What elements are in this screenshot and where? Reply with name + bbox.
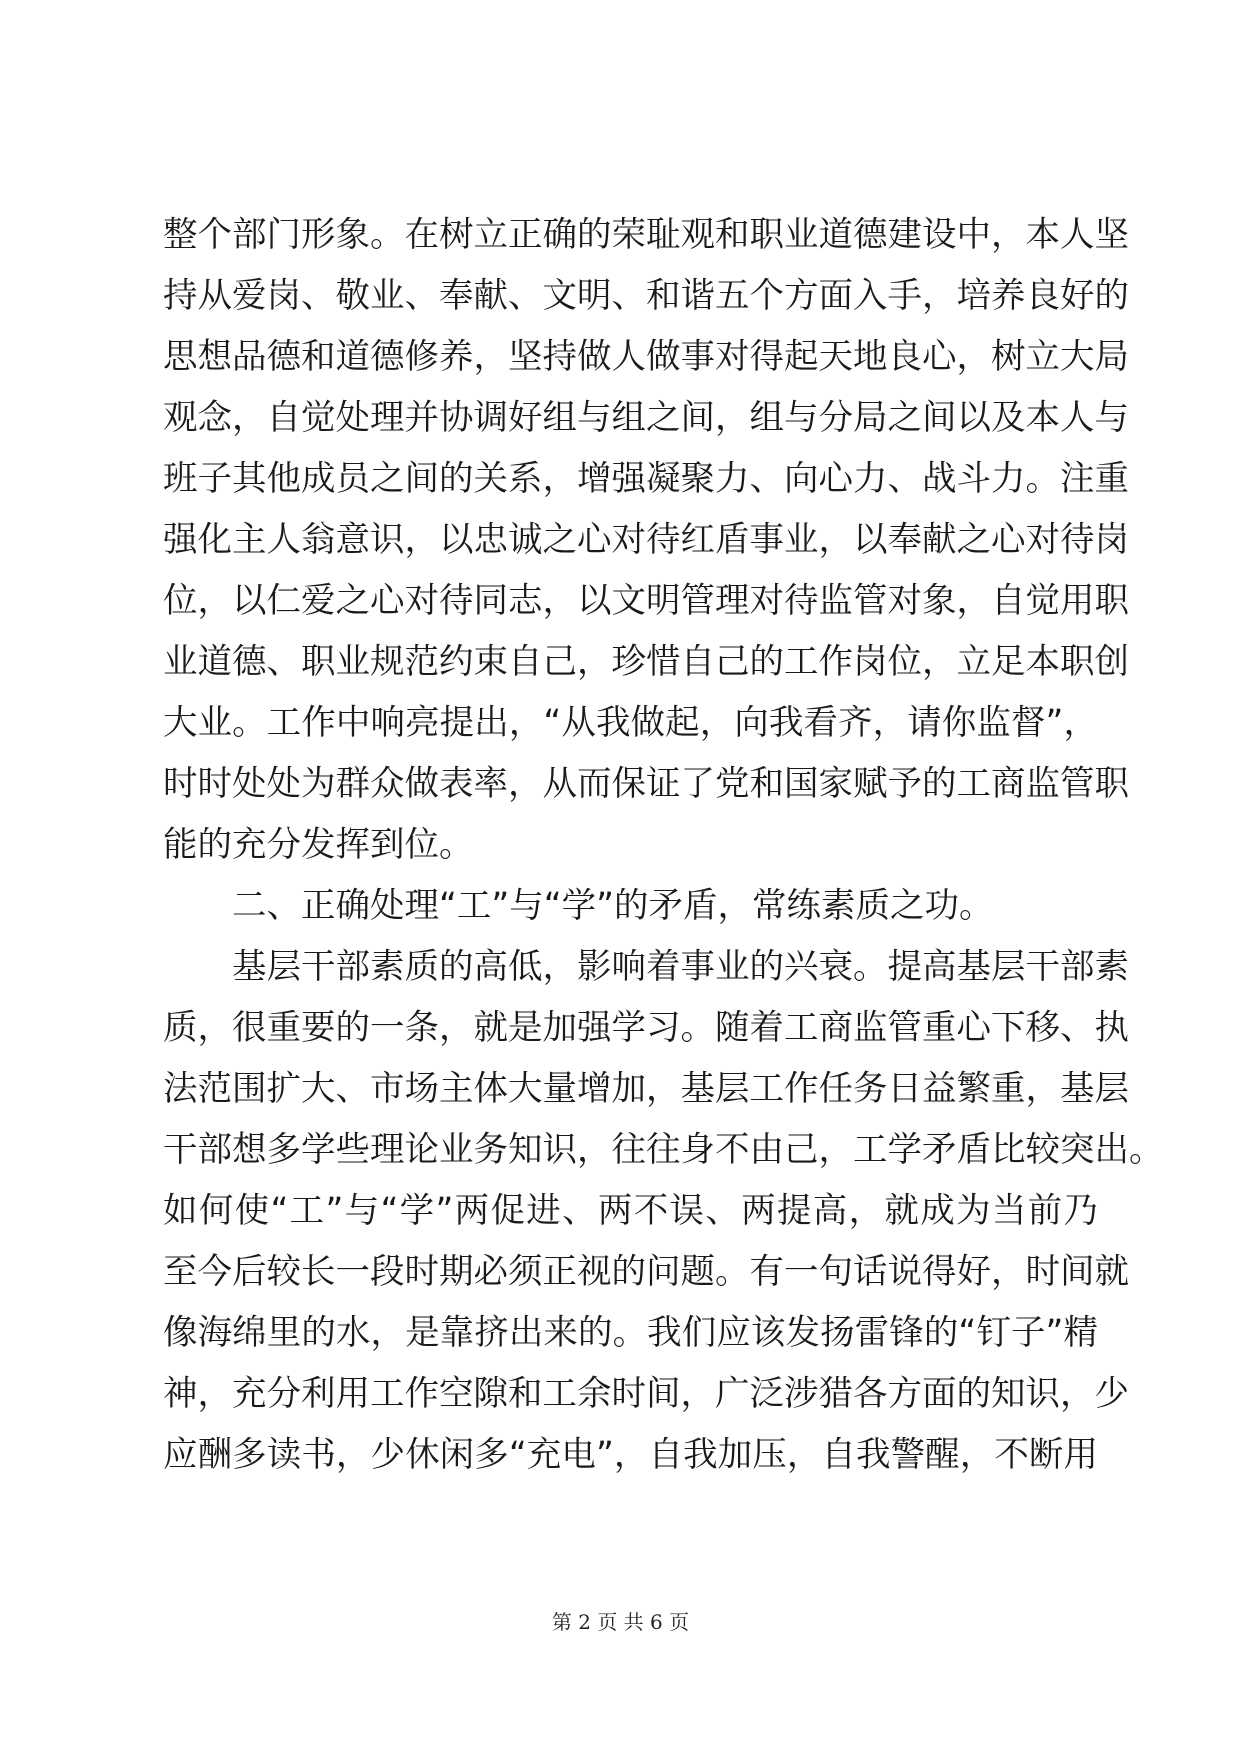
text-line: 法范围扩大、市场主体大量增加，基层工作任务日益繁重，基层 bbox=[163, 1069, 1129, 1109]
text-line: 思想品德和道德修养，坚持做人做事对得起天地良心，树立大局 bbox=[163, 337, 1129, 377]
text-line: 班子其他成员之间的关系，增强凝聚力、向心力、战斗力。注重 bbox=[163, 459, 1129, 499]
text-line: 位，以仁爱之心对待同志，以文明管理对待监管对象，自觉用职 bbox=[163, 581, 1129, 621]
text-line: 强化主人翁意识，以忠诚之心对待红盾事业，以奉献之心对待岗 bbox=[163, 520, 1129, 560]
text-line: 干部想多学些理论业务知识，往往身不由己，工学矛盾比较突出。 bbox=[163, 1130, 1164, 1170]
text-line: 像海绵里的水，是靠挤出来的。我们应该发扬雷锋的“钉子”精 bbox=[163, 1313, 1098, 1353]
text-line: 观念，自觉处理并协调好组与组之间，组与分局之间以及本人与 bbox=[163, 398, 1129, 438]
section-heading: 二、正确处理“工”与“学”的矛盾，常练素质之功。 bbox=[232, 886, 994, 926]
text-line: 质，很重要的一条，就是加强学习。随着工商监管重心下移、执 bbox=[163, 1008, 1129, 1048]
page-number-footer: 第 2 页 共 6 页 bbox=[551, 1610, 690, 1634]
text-line: 如何使“工”与“学”两促进、两不误、两提高，就成为当前乃 bbox=[163, 1191, 1098, 1231]
text-line: 基层干部素质的高低，影响着事业的兴衰。提高基层干部素 bbox=[232, 947, 1129, 987]
text-line: 持从爱岗、敬业、奉献、文明、和谐五个方面入手，培养良好的 bbox=[163, 276, 1129, 316]
text-line: 大业。工作中响亮提出，“从我做起，向我看齐，请你监督”， bbox=[163, 703, 1098, 743]
text-line: 至今后较长一段时期必须正视的问题。有一句话说得好，时间就 bbox=[163, 1252, 1129, 1292]
text-line: 应酬多读书，少休闲多“充电”，自我加压，自我警醒，不断用 bbox=[163, 1435, 1098, 1475]
text-line: 整个部门形象。在树立正确的荣耻观和职业道德建设中，本人坚 bbox=[163, 215, 1129, 255]
text-line: 神，充分利用工作空隙和工余时间，广泛涉猎各方面的知识，少 bbox=[163, 1374, 1129, 1414]
text-line: 时时处处为群众做表率，从而保证了党和国家赋予的工商监管职 bbox=[163, 764, 1129, 804]
text-line: 业道德、职业规范约束自己，珍惜自己的工作岗位，立足本职创 bbox=[163, 642, 1129, 682]
document-body bbox=[163, 205, 1164, 1486]
text-line: 能的充分发挥到位。 bbox=[163, 825, 474, 865]
